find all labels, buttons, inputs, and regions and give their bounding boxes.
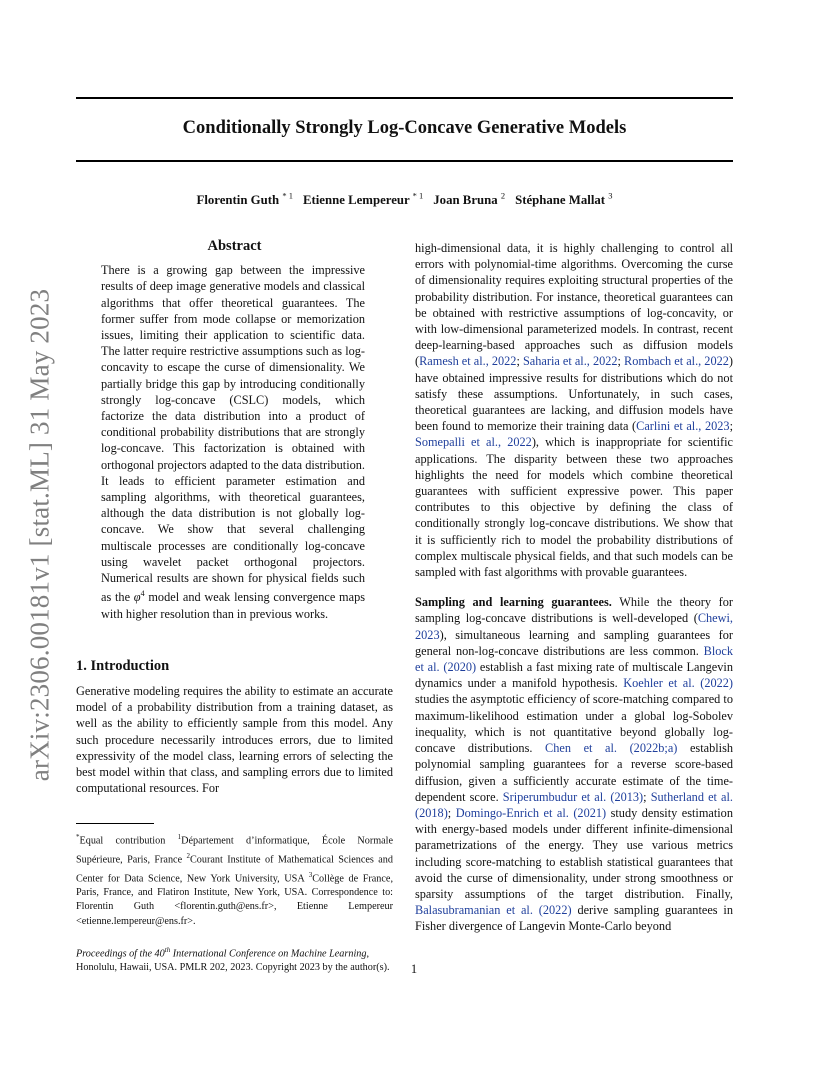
introduction-paragraph: Generative modeling requires the ability to estimate an accurate model of a probability distribution from a training dataset, as well as the ability to efficiently sample from this model. Any such procedure necessarily introduces errors, due to limited expressivity of the model class, learning errors of selecting the best model within that class, and sampling errors due to limited computational resources. For [76,683,393,796]
citation-link[interactable]: Balasubramanian et al. (2022) [415,903,572,918]
author: Stéphane Mallat $^3$ [515,191,613,208]
author: Etienne Lempereur $^{* 1}$ [302,191,424,208]
left-column [76,238,393,976]
paper-title: Conditionally Strongly Log-Concave Generative Models [182,118,627,138]
right-paragraph-1: high-dimensional data, it is highly challenging to control all errors with polynomial-time algorithms. Overcoming the curse of dimensionality requires exploiting structural properties of the probability distribution. For instance, theoretical guarantees can be obtained with restrictive assumptions of log-concavity, or with low-dimensional parameterized models. In contrast, recent deep-learning-based approaches such as diffusion models (Ramesh et al., 2022; Saharia et al., 2022; Rombach et al., 2022) have obtained impressive results for distributions which do not satisfy these assumptions. Unfortunately, in such cases, theoretical guarantees are lacking, and diffusion models have been found to memorize their training data (Carlini et al., 2023; Somepalli et al., 2022), which is inappropriate for scientific applications. The disparity between these two approaches highlights the need for models which combine theoretical guarantees with sufficient expressive power. This paper contributes to this objective by defining the class of conditionally strongly log-concave distributions. We show that it is sufficiently rich to model the probability distributions of complex multiscale physical fields, and that such models can be sampled with fast algorithms with provable guarantees. [415,241,733,580]
right-column [415,240,733,935]
title-bottom-rule [76,160,733,162]
arxiv-stamp: arXiv:2306.00181v1 [stat.ML] 31 May 2023 [24,288,55,782]
abstract-heading: Abstract [207,238,262,254]
citation-link[interactable]: Block et al. (2020) [415,643,733,675]
citation-link[interactable]: Koehler et al. (2022) [623,676,734,691]
title-top-rule [76,97,733,99]
section-heading-introduction: 1. Introduction [76,657,170,674]
footnote: *Equal contribution $^1$Département d’informatique, École Normale Supérieure, Paris, France $^2$Courant Institute of Mathematical Sciences and Center for Data Science, New York University, USA $^3$Collège de France, Paris, France, and Flatiron Institute, New York, USA. Correspondence to: Florentin Guth <florentin.guth@ens.fr>, Etienne Lempereur <etienne.lempereur@ens.fr>. [76,833,394,927]
right-paragraph-2: Sampling and learning guarantees. While the theory for sampling log-concave distributions is well-developed (Chewi, 2023), simultaneous learning and sampling guarantees for general non-log-concave distributions are less common. Block et al. (2020) establish a fast mixing rate of multiscale Langevin dynamics under a manifold hypothesis. Koehler et al. (2022) studies the asymptotic efficiency of score-matching compared to maximum-likelihood estimation under a global log-Sobolev inequality, which is not quantitative beyond globally log-concave distributions. Chen et al. (2022b;a) establish polynomial sampling guarantees for a reverse score-based diffusion, given a sufficiently accurate estimate of the time-dependent score. Sriperumbudur et al. (2013); Sutherland et al. (2018); Domingo-Enrich et al. (2021) study density estimation with energy-based models under different infinite-dimensional parametrizations of the energy. They use various metrics including score-matching to establish statistical guarantees that avoid the curse of dimensionality, under strong smoothness or sparsity assumptions of the target distribution. Finally, Balasubramanian et al. (2022) derive sampling guarantees in Fisher divergence of Langevin Monte-Carlo beyond [415,595,734,934]
citation-link[interactable]: Ramesh et al., 2022 [419,354,517,369]
citation-link[interactable]: Chen et al. (2022b;a) [545,741,678,756]
proceedings-note: Proceedings of the 40th International Conference on Machine Learning, Honolulu, Hawaii, USA. PMLR 202, 2023. Copyright 2023 by the author(s). [76,945,390,974]
citation-link[interactable]: Somepalli et al., 2022 [415,435,532,450]
paragraph-heading-sampling: Sampling and learning guarantees. [415,595,612,610]
citation-link[interactable]: Saharia et al., 2022 [522,354,618,369]
citation-link[interactable]: Domingo-Enrich et al. (2021) [455,805,607,820]
citation-link[interactable]: Sutherland et al. (2018) [415,789,733,820]
phi-exponent: 4 [140,589,145,599]
citation-link[interactable]: Carlini et al., 2023 [636,419,730,434]
abstract-body: There is a growing gap between the impressive results of deep image generative models and classical algorithms that offer theoretical guarantees. The former suffer from mode collapse or memorization issues, limiting their application to scientific data. The latter require restrictive assumptions such as log-concavity to escape the curse of dimensionality. We partially bridge this gap by introducing conditionally strongly log-concave (CSLC) models, which factorize the data distribution into a product of conditional probability distributions that are strongly log-concave. This factorization is obtained with orthogonal projectors adapted to the data distribution. It leads to efficient parameter estimation and sampling algorithms, with theoretical guarantees, although the data distribution is not globally log-concave. We show that several challenging multiscale processes are conditionally log-concave using wavelet packet orthogonal projectors. Numerical results are shown for physical fields such as the $\varphi^4$ model and weak lensing convergence maps with higher resolution than in previous works. [101,263,365,621]
phi-symbol: φ [133,590,141,605]
author: Joan Bruna $^2$ [433,191,506,208]
author: Florentin Guth $^{* 1}$ [196,191,293,208]
author-list [76,191,733,208]
citation-link[interactable]: Sriperumbudur et al. (2013) [502,789,644,804]
page-number: 1 [410,962,418,976]
citation-link[interactable]: Chewi, 2023 [415,611,733,642]
citation-link[interactable]: Rombach et al., 2022 [624,354,729,369]
footnote-rule [76,823,154,824]
